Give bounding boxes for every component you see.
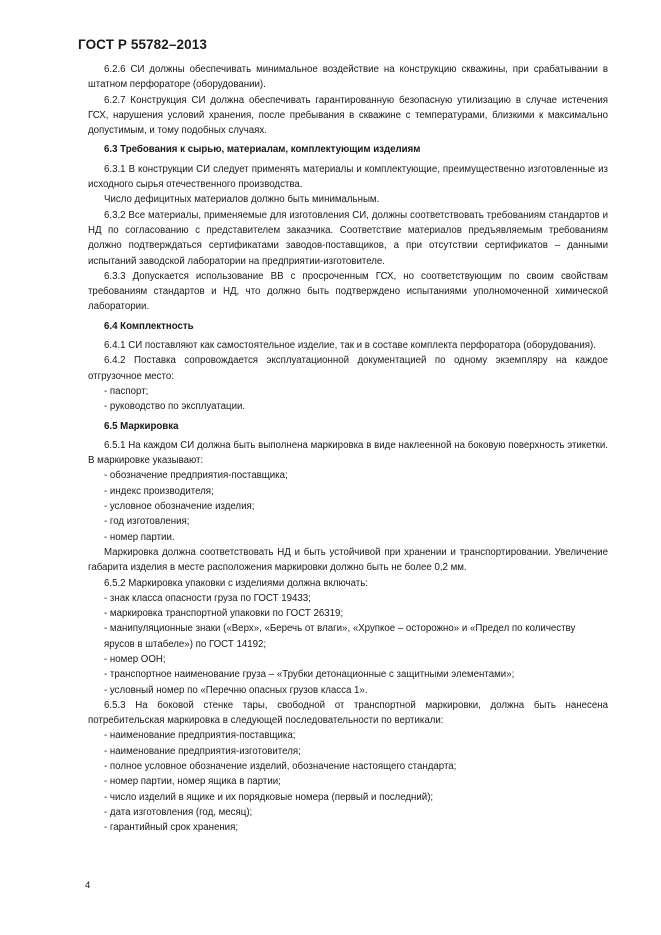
- list-item: - номер партии.: [104, 531, 175, 543]
- list-item: - условный номер по «Перечню опасных грузов класса 1».: [104, 684, 368, 696]
- list-item: - индекс производителя;: [104, 485, 214, 497]
- paragraph: 6.4.1 СИ поставляют как самостоятельное изделие, так и в составе комплекта перфоратора (оборудования).: [104, 340, 596, 352]
- paragraph: Маркировка должна соответствовать НД и быть устойчивой при хранении и транспортировании. Увеличение габарита изделия в месте расположения маркировки должно быть не более 0,2 мм.: [88, 546, 608, 574]
- list-item: - число изделий в ящике и их порядковые номера (первый и последний);: [104, 791, 434, 803]
- paragraph: 6.3.2 Все материалы, применяемые для изготовления СИ, должны соответствовать требованиям стандартов и НД по согласованию с представителем заказчика. Соответствие материалов предъявляемым требованиям должно подтверждаться сертификатами заводов-поставщиков, а при отсутствии сертификатов – данными испытаний заводской лаборатории на предприятии-изготовителе.: [88, 209, 608, 267]
- list-item: - год изготовления;: [104, 516, 190, 528]
- list-item: - руководство по эксплуатации.: [104, 401, 246, 413]
- list-item: - условное обозначение изделия;: [104, 501, 255, 513]
- list-item: - транспортное наименование груза – «Трубки детонационные с защитными элементами»;: [104, 669, 515, 681]
- list-item: - гарантийный срок хранения;: [104, 822, 239, 834]
- section-heading: 6.5 Маркировка: [104, 420, 179, 432]
- list-item: - наименование предприятия-изготовителя;: [104, 745, 301, 757]
- document-header: ГОСТ Р 55782–2013: [78, 37, 207, 52]
- paragraph: 6.3.1 В конструкции СИ следует применять материалы и комплектующие, преимущественно изготовленные из исходного сырья отечественного производства.: [88, 163, 608, 191]
- list-item: - дата изготовления (год, месяц);: [104, 806, 253, 818]
- list-item: - номер партии, номер ящика в партии;: [104, 776, 281, 788]
- page-body: [88, 62, 608, 836]
- section-heading: 6.4 Комплектность: [104, 320, 194, 332]
- list-item: - полное условное обозначение изделий, обозначение настоящего стандарта;: [104, 761, 457, 773]
- list-item: - манипуляционные знаки («Верх», «Беречь от влаги», «Хрупкое – осторожно» и «Предел по количеству ярусов в штабеле») по ГОСТ 14192;: [104, 623, 576, 650]
- list-item: - номер ООН;: [104, 653, 166, 665]
- list-item: - знак класса опасности груза по ГОСТ 19433;: [104, 592, 311, 604]
- list-item: - паспорт;: [104, 385, 149, 397]
- paragraph: 6.5.3 На боковой стенке тары, свободной от транспортной маркировки, должна быть нанесена потребительская маркировка в следующей последовательности по вертикали:: [88, 699, 608, 727]
- paragraph: 6.2.7 Конструкция СИ должна обеспечивать гарантированную безопасную утилизацию в случае истечения ГСХ, нарушения условий хранения, после пребывания в скважине с температурами, близкими к максимально допустимым, и тому подобных случаях.: [88, 94, 608, 137]
- paragraph: Число дефицитных материалов должно быть минимальным.: [104, 194, 380, 206]
- list-item: - маркировка транспортной упаковки по ГОСТ 26319;: [104, 608, 344, 620]
- section-heading: 6.3 Требования к сырью, материалам, комплектующим изделиям: [104, 144, 421, 156]
- page-number: 4: [85, 880, 91, 891]
- paragraph: 6.5.1 На каждом СИ должна быть выполнена маркировка в виде наклеенной на боковую поверхность этикетки. В маркировке указывают:: [88, 439, 608, 467]
- paragraph: 6.2.6 СИ должны обеспечивать минимальное воздействие на конструкцию скважины, при срабатывании в штатном перфораторе (оборудовании).: [88, 64, 608, 91]
- paragraph: 6.4.2 Поставка сопровождается эксплуатационной документацией по одному экземпляру на каждое отгрузочное место:: [88, 355, 608, 382]
- list-item: - наименование предприятия-поставщика;: [104, 730, 296, 742]
- paragraph: 6.3.3 Допускается использование ВВ с просроченным ГСХ, но соответствующим по своим свойствам требованиям стандартов и НД, что должно быть подтверждено испытаниями уполномоченной химической лаборатории.: [88, 270, 608, 313]
- list-item: - обозначение предприятия-поставщика;: [104, 470, 288, 482]
- paragraph: 6.5.2 Маркировка упаковки с изделиями должна включать:: [104, 577, 368, 589]
